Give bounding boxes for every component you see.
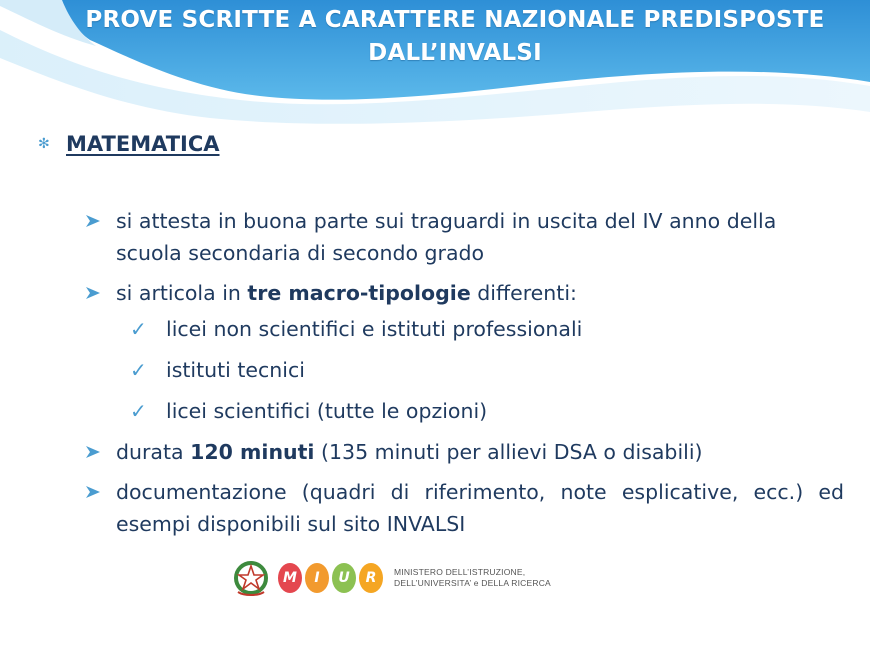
sub-list-item [116,313,844,345]
list-item [84,476,844,540]
sub-item-text: licei scientifici (tutte le opzioni) [166,399,488,423]
bullet-text: (135 minuti per allievi DSA o disabili) [314,440,703,464]
ministry-name [394,567,551,589]
arrow-bullet-icon [84,483,102,501]
asterisk-bullet-icon: ✻ [38,136,50,152]
bullet-bold-text: tre macro-tipologie [247,281,471,305]
sub-list-item [116,354,844,386]
miur-logo [232,556,551,600]
checkmark-icon: ✓ [130,317,147,341]
bullet-bold-text: 120 minuti [190,440,315,464]
list-item [84,436,844,468]
sub-list-item [116,395,844,427]
miur-letters [278,563,386,593]
bullet-list [84,205,844,548]
arrow-bullet-icon [84,443,102,461]
ministry-line-2: DELL’UNIVERSITA’ e DELLA RICERCA [394,578,551,588]
sub-item-text: licei non scientifici e istituti professionali [166,317,583,341]
checkmark-icon: ✓ [130,358,147,382]
section-heading [38,128,220,160]
miur-letter-m: M [278,563,302,593]
italian-republic-emblem-icon [232,558,270,598]
section-label: MATEMATICA [66,132,220,156]
list-item [84,205,844,269]
bullet-text: durata [116,440,191,464]
bullet-text: documentazione (quadri di riferimento, note esplicative, ecc.) ed esempi disponibili sul sito INVALSI [116,480,844,536]
checkmark-icon: ✓ [130,399,147,423]
bullet-text: differenti: [470,281,577,305]
slide-title [40,4,870,70]
bullet-text: si articola in [116,281,248,305]
list-item [84,277,844,427]
header-banner [0,0,870,130]
sub-list [116,313,844,427]
miur-letter-i: I [305,563,329,593]
arrow-bullet-icon [84,284,102,302]
sub-item-text: istituti tecnici [166,358,305,382]
miur-letter-u: U [332,563,356,593]
title-line-1: PROVE SCRITTE A CARATTERE NAZIONALE PREDISPOSTE [85,7,825,33]
miur-letter-r: R [359,563,383,593]
ministry-line-1: MINISTERO DELL’ISTRUZIONE, [394,567,526,577]
title-line-2: DALL’INVALSI [368,40,542,66]
arrow-bullet-icon [84,212,102,230]
bullet-text: si attesta in buona parte sui traguardi in uscita del IV anno della scuola secondaria di secondo grado [116,209,777,265]
